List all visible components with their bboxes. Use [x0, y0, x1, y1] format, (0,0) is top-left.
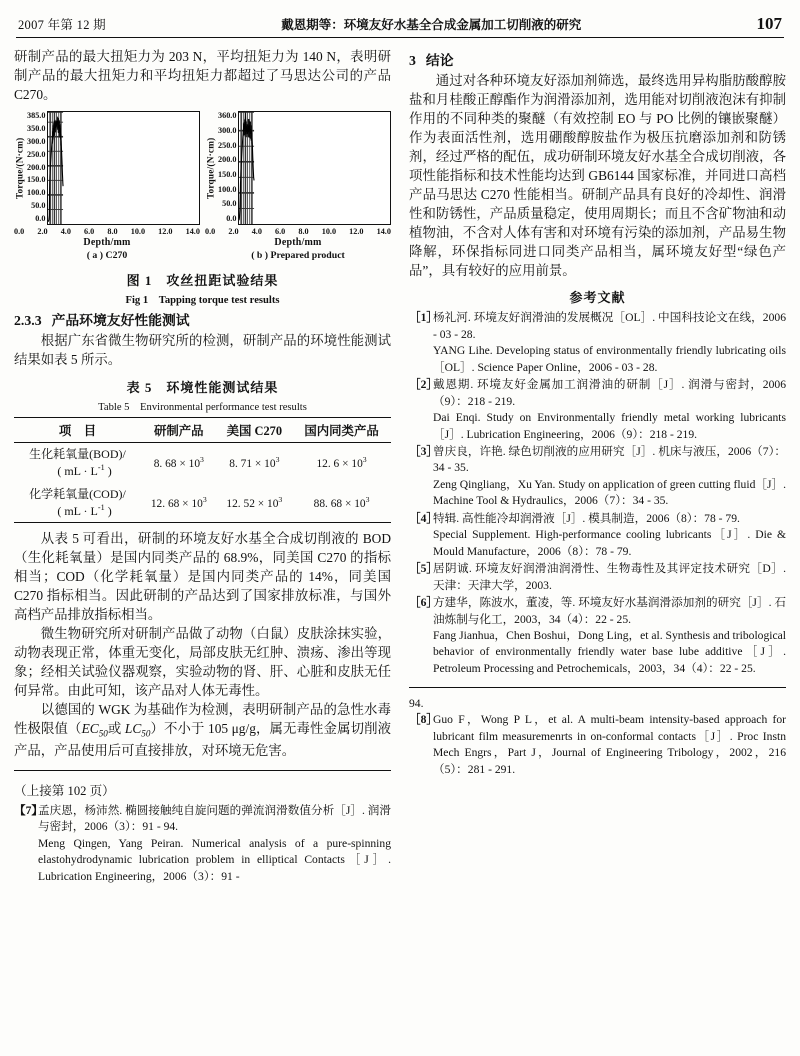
reference-number: ［4］	[409, 511, 438, 525]
chart-a-xticks	[14, 227, 200, 236]
reference-item	[409, 561, 786, 594]
reference-item	[409, 712, 786, 778]
section-heading-233	[14, 309, 391, 329]
chart-a-ylabel: Torque/(N·cm)	[15, 137, 26, 199]
figure-1	[14, 111, 391, 261]
ytick: 360.0	[218, 111, 237, 121]
item-name: 化学耗氧量(COD)/	[29, 486, 126, 501]
issue-label: 2007 年第 12 期	[18, 18, 106, 32]
section-number: 2.3.3	[14, 313, 42, 329]
table-row	[14, 443, 391, 483]
ytick: 50.0	[222, 199, 237, 209]
paragraph-233: 根据广东省微生物研究所的检测，研制产品的环境性能测试结果如表 5 所示。	[14, 333, 391, 368]
reference-item	[409, 310, 786, 376]
paragraph-torque-result: 研制产品的最大扭矩力为 203 N，平均扭矩力为 140 N，表明研制产品的最大扭矩力和平均扭矩力都超过了马思达公司的产品 C270。	[14, 49, 391, 103]
reference-item	[409, 444, 786, 510]
xtick: 14.0	[185, 227, 200, 237]
right-column	[409, 47, 786, 779]
figure-1b-caption: ( b ) Prepared product	[251, 250, 345, 262]
reference-item	[409, 511, 786, 560]
reference-cn: 特辑. 高性能冷却润滑液［J］. 模具制造，2006（8）：78 - 79.	[433, 511, 740, 525]
xtick: 2.0	[37, 227, 48, 237]
cell-bod-c270: 8. $71 \times 10^3$	[229, 455, 280, 471]
ytick: 0.0	[35, 214, 46, 224]
cell-item-bod	[14, 443, 141, 483]
xtick: 8.0	[298, 227, 309, 237]
ytick: 150.0	[27, 175, 46, 185]
chart-b-xlabel: Depth/mm	[274, 237, 322, 249]
chart-a-xlabel: Depth/mm	[83, 237, 131, 249]
xtick: 14.0	[376, 227, 391, 237]
reference-item	[409, 377, 786, 443]
table-5-caption-cn: 表 5 环境性能测试结果	[126, 380, 279, 396]
reference-cn: 居阴诚. 环境友好润滑油润滑性、生物毒性及其评定技术研究［D］. 天津：天津大学，2003.	[433, 562, 786, 592]
reference-number: ［6］	[409, 596, 438, 610]
reference-number: ［5］	[409, 562, 438, 576]
reference-en: Fang Jianhua，Chen Boshui，Dong Ling，et al. Synthesis and tribological behavior of environmentally friendly water base lube additive［J］. Petroleum Processing and Petrochemicals，2003，34（4）：22 - 25.	[433, 628, 786, 675]
chart-b-ylabel: Torque/(N·cm)	[206, 137, 217, 199]
col-header-c270: 美国 C270	[217, 418, 293, 443]
ytick: 250.0	[27, 149, 46, 159]
reference-body	[433, 595, 786, 677]
chart-b-svg	[239, 112, 390, 224]
figure-1b	[205, 111, 391, 261]
col-header-domestic: 国内同类产品	[292, 418, 391, 443]
reference-body	[433, 444, 786, 510]
ytick: 250.0	[218, 140, 237, 150]
section-heading-3	[409, 49, 786, 69]
chart-a-svg	[48, 112, 199, 224]
reference-number: 【7】	[14, 803, 43, 817]
ytick: 300.0	[218, 125, 237, 135]
ytick: 200.0	[218, 155, 237, 165]
xtick: 4.0	[60, 227, 71, 237]
paragraph-conclusion: 通过对各种环境友好添加剂筛选，最终选用异构脂肪酸醇胺盐和月桂酸正醇酯作为润滑添加剂，选用能对切削液泡沫有抑制作用的不同种类的聚醚（有效控制 EO 与 PO 比例的镶嵌聚醚）作为表面活性剂，选用硼酸醇胺盐作为极压抗磨添加剂和防锈剂，经过严格的配伍，成功研制环境友好水基全合成切削液，各项性能指标和技术性能均达到 GB6144 国家标准，并同进口高档产品马思达 C270 性能相当。研制产品具有良好的冷却性、润滑性和防锈性，产品质量稳定，使用周期长；而且不含矿物油和动植物油，不含对人体有害和对环境有污染的添加剂，产品易生物降解，环保指标同进口同类产品相当，属环境友好型“绿色产品”，具有较好的应用前景。	[409, 73, 786, 279]
xtick: 12.0	[349, 227, 364, 237]
section-number: 3	[409, 53, 416, 68]
continuation-note: （上接第 102 页）	[14, 783, 115, 798]
reference-en: Meng Qingen, Yang Peiran. Numerical analysis of a pure-spinning elastohydrodynamic lubrication problem in elliptical Contacts［J］. Lubrication Engineering，2006（3）：91 -	[38, 836, 391, 883]
reference-number: ［3］	[409, 444, 438, 458]
section-title: 产品环境友好性能测试	[51, 313, 190, 329]
ytick: 350.0	[27, 123, 46, 133]
reference-body	[433, 561, 786, 594]
cell-cod-c270: 12. $52 \times 10^3$	[217, 483, 293, 523]
item-unit: ( mL · $L^{-1}$ )	[57, 463, 112, 479]
xtick: 12.0	[158, 227, 173, 237]
running-head	[14, 14, 786, 37]
chart-b-plot-area	[238, 111, 391, 225]
paragraph-bod-cod-discussion: 从表 5 可看出，研制的环境友好水基全合成切削液的 BOD（生化耗氧量）是国内同类产品的 68.9%，同美国 C270 的指标相当；COD（化学耗氧量）是国内同类产品的 14%，同美国 C270 指标相当。因此研制的产品达到了国家排放标准，与国外高档产品排放指标相当。	[14, 530, 391, 623]
table-5-caption-en: Table 5 Environmental performance test results	[98, 402, 307, 414]
item-unit: ( mL · $L^{-1}$ )	[57, 502, 112, 518]
ytick: 100.0	[218, 184, 237, 194]
ytick: 300.0	[27, 136, 46, 146]
reference-cn: 戴恩期. 环境友好金属加工润滑油的研制［J］. 润滑与密封，2006（9）：218 - 219.	[433, 378, 786, 408]
xtick: 10.0	[130, 227, 146, 237]
col-header-item: 项 目	[14, 418, 141, 443]
table-5	[14, 417, 391, 523]
reference-number: ［1］	[409, 311, 438, 325]
references-heading: 参考文献	[569, 290, 626, 306]
ytick: 385.0	[27, 111, 46, 121]
continuation-tail-page: 94.	[409, 697, 424, 711]
cell-item-cod	[14, 483, 141, 523]
reference-cn: 曾庆良，许艳. 绿色切削液的应用研究［J］. 机床与液压，2006（7）：34 - 35.	[433, 444, 786, 475]
reference-number: ［8］	[409, 713, 438, 727]
reference-en: Zeng Qingliang，Xu Yan. Study on application of green cutting fluid［J］. Machine Tool & Hydraulics，2006（7）：34 - 35.	[433, 477, 786, 508]
cell-cod-prepared: 12. $68 \times 10^3$	[141, 483, 217, 523]
paragraph-animal-test: 微生物研究所对研制产品做了动物（白鼠）皮肤涂抹实验，动物表现正常，体重无变化，局部皮肤无红肿、溃疡、渗出等现象；经相关试验仪器观察，实验动物的肾、肝、心脏和皮肤无任何异常。由此可知，该产品对人体无毒性。	[14, 626, 391, 699]
chart-b-xticks	[205, 227, 391, 236]
reference-number: ［2］	[409, 378, 438, 392]
reference-body	[433, 310, 786, 376]
table-header-row	[14, 418, 391, 443]
figure-1a-caption: ( a ) C270	[86, 250, 128, 262]
xtick: 6.0	[275, 227, 286, 237]
chart-a-yticks	[27, 111, 47, 223]
section-title: 结论	[425, 53, 454, 68]
xtick: 8.0	[107, 227, 118, 237]
item-name: 生化耗氧量(BOD)/	[29, 447, 126, 462]
ytick: 0.0	[226, 214, 237, 224]
xtick: 0.0	[205, 227, 216, 237]
two-column-body	[14, 47, 786, 886]
chart-b-yticks	[218, 111, 238, 223]
cell-bod-prepared: 8. $68 \times 10^3$	[153, 455, 204, 471]
left-column	[14, 47, 391, 886]
ytick: 200.0	[27, 162, 46, 172]
ytick: 150.0	[218, 169, 237, 179]
xtick: 0.0	[14, 227, 25, 237]
chart-a-plot-area	[47, 111, 200, 225]
reference-body	[433, 712, 786, 778]
continuation-rule	[409, 687, 786, 688]
header-rule	[16, 37, 784, 38]
xtick: 4.0	[251, 227, 262, 237]
ytick: 100.0	[27, 188, 46, 198]
reference-body	[433, 377, 786, 443]
cell-bod-domestic: 12. $6 \times 10^3$	[316, 455, 367, 471]
paragraph-wgk-toxicity: 以德国的 WGK 为基础作为检测，表明研制产品的急性水毒性极限值（$EC_{50}$或 $LC_{50}$）不小于 105 μg/g，属无毒性金属切削液产品，产品使用后可直接排放，对环境无危害。	[14, 702, 391, 758]
reference-en: Special Supplement. High-performance cooling lubricants［J］. Die & Mould Manufacture，2006（8）：78 - 79.	[433, 528, 786, 558]
reference-cn: 杨礼河. 环境友好润滑油的发展概况［OL］. 中国科技论文在线，2006 - 03 - 28.	[433, 311, 786, 341]
xtick: 2.0	[228, 227, 239, 237]
reference-body	[38, 803, 391, 885]
ytick: 50.0	[31, 201, 46, 211]
col-header-prepared: 研制产品	[141, 418, 217, 443]
figure-1-caption-en: Fig 1 Tapping torque test results	[125, 295, 280, 307]
reference-en: Guo F，Wong P L，et al. A multi-beam intensity-based approach for lubricant film measuremenrts in on-conformal contacts［J］. Proc Instn Mech Engrs，Part J，Journal of Engineering Tribology，2002，216（5）：281 - 291.	[433, 713, 786, 776]
reference-en: YANG Lihe. Developing status of environmentally friendly lubricating oils［OL］. Science Paper Online，2006 - 03 - 28.	[433, 344, 786, 374]
table-row	[14, 483, 391, 523]
reference-item	[14, 803, 391, 885]
continuation-rule	[14, 770, 391, 771]
reference-body	[433, 511, 786, 560]
reference-cn: 孟庆恩，杨沛然. 椭圆接触纯自旋问题的弹流润滑数值分析［J］. 润滑与密封，2006（3）：91 - 94.	[38, 803, 391, 834]
figure-1a	[14, 111, 200, 261]
page-number: 107	[756, 14, 782, 33]
reference-cn: 方建华，陈波水，董凌，等. 环境友好水基润滑添加剂的研究［J］. 石油炼制与化工，2003，34（4）：22 - 25.	[433, 596, 786, 626]
xtick: 10.0	[321, 227, 337, 237]
reference-en: Dai Enqi. Study on Environmentally friendly metal working lubricants［J］. Lubrication Engineering，2006（9）：218 - 219.	[433, 411, 786, 441]
running-title: 戴恩期等：环境友好水基全合成金属加工切削液的研究	[281, 18, 582, 32]
figure-1-caption-cn: 图 1 攻丝扭距试验结果	[126, 273, 279, 289]
xtick: 6.0	[84, 227, 95, 237]
cell-cod-domestic: 88. $68 \times 10^3$	[292, 483, 391, 523]
reference-item	[409, 595, 786, 677]
